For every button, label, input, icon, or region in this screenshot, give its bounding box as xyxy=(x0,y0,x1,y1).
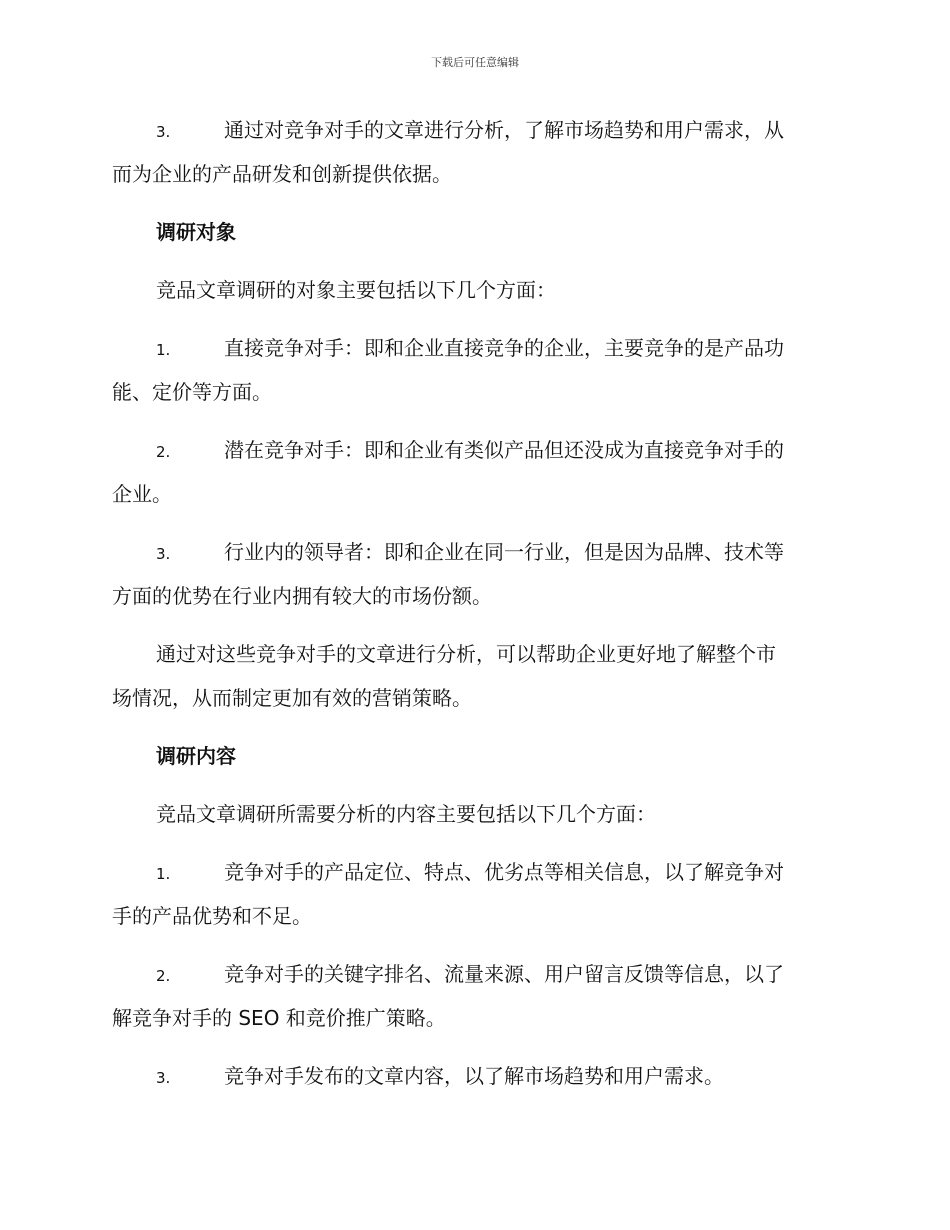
paragraph-line: 竞争对手发布的文章内容，以了解市场趋势和用户需求。 xyxy=(224,1064,724,1088)
paragraph xyxy=(112,632,834,720)
paragraph-line: 能、定价等方面。 xyxy=(112,380,272,404)
paragraph-line: 竞争对手的关键字排名、流量来源、用户留言反馈等信息，以了 xyxy=(224,962,784,986)
list-item xyxy=(112,850,834,938)
list-item xyxy=(112,326,834,414)
paragraph-line: 行业内的领导者：即和企业在同一行业，但是因为品牌、技术等 xyxy=(224,540,784,564)
document-body xyxy=(112,108,834,1098)
paragraph-line: 手的产品优势和不足。 xyxy=(112,904,312,928)
list-number: 1. xyxy=(156,865,171,883)
paragraph-line: 通过对竞争对手的文章进行分析，了解市场趋势和用户需求，从 xyxy=(224,118,784,142)
list-number: 3. xyxy=(156,545,171,563)
paragraph-line: 直接竞争对手：即和企业直接竞争的企业，主要竞争的是产品功 xyxy=(224,336,784,360)
list-item xyxy=(112,428,834,516)
list-number: 3. xyxy=(156,123,171,141)
list-item xyxy=(112,530,834,618)
paragraph-line: 场情况，从而制定更加有效的营销策略。 xyxy=(112,686,472,710)
paragraph-line: 潜在竞争对手：即和企业有类似产品但还没成为直接竞争对手的 xyxy=(224,438,784,462)
paragraph-line: 而为企业的产品研发和创新提供依据。 xyxy=(112,162,452,186)
list-number: 2. xyxy=(156,967,171,985)
section-heading: 调研对象 xyxy=(156,220,236,244)
paragraph-line: 竞争对手的产品定位、特点、优劣点等相关信息，以了解竞争对 xyxy=(224,860,784,884)
list-number: 1. xyxy=(156,341,171,359)
paragraph: 竞品文章调研的对象主要包括以下几个方面： xyxy=(156,278,556,302)
list-item xyxy=(112,108,834,196)
list-number: 3. xyxy=(156,1069,171,1087)
paragraph-line: 企业。 xyxy=(112,482,172,506)
page-header: 下载后可任意编辑 xyxy=(431,56,519,69)
paragraph-line: 通过对这些竞争对手的文章进行分析，可以帮助企业更好地了解整个市 xyxy=(156,642,776,666)
list-item xyxy=(112,1054,834,1098)
paragraph-line: 解竞争对手的 SEO 和竞价推广策略。 xyxy=(112,1006,446,1030)
list-item xyxy=(112,952,834,1040)
list-number: 2. xyxy=(156,443,171,461)
paragraph: 竞品文章调研所需要分析的内容主要包括以下几个方面： xyxy=(156,802,656,826)
paragraph-line: 方面的优势在行业内拥有较大的市场份额。 xyxy=(112,584,492,608)
section-heading: 调研内容 xyxy=(156,744,236,768)
